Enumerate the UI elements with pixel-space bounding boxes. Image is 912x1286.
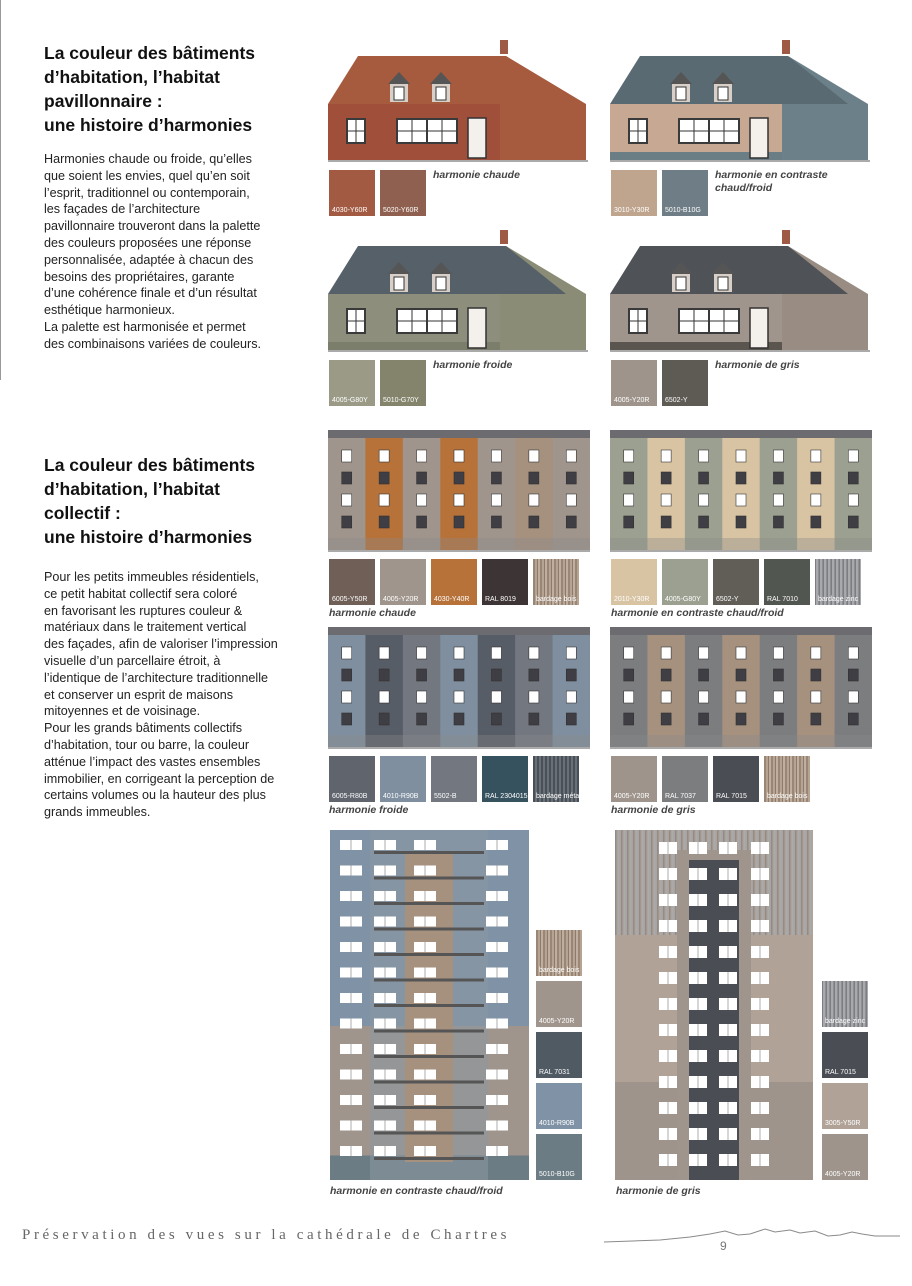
window <box>848 647 858 659</box>
section2-title-line: d’habitation, l’habitat <box>44 479 220 499</box>
dormer-window <box>394 277 404 290</box>
window <box>661 516 671 528</box>
balcony-rail <box>374 1004 484 1007</box>
swatch-code: RAL 7015 <box>716 793 747 800</box>
section1-title-line: une histoire d’harmonies <box>44 115 253 135</box>
window <box>736 647 746 659</box>
window <box>529 494 539 506</box>
window <box>417 713 427 725</box>
window <box>454 494 464 506</box>
window <box>661 713 671 725</box>
color-swatch <box>536 981 582 1027</box>
window <box>529 516 539 528</box>
window <box>624 472 634 484</box>
balcony-rail <box>374 1157 484 1160</box>
window <box>736 713 746 725</box>
color-swatch <box>822 1083 868 1129</box>
balcony-rail <box>374 979 484 982</box>
window <box>417 691 427 703</box>
window <box>773 669 783 681</box>
swatch-code: bardage bois <box>536 596 577 603</box>
window <box>342 669 352 681</box>
window <box>848 450 858 462</box>
window <box>491 713 501 725</box>
dormer-window <box>676 277 686 290</box>
swatch-code: 5010-B10G <box>539 1171 575 1178</box>
window <box>811 516 821 528</box>
window <box>379 713 389 725</box>
window <box>699 450 709 462</box>
window <box>342 691 352 703</box>
color-swatch <box>822 1134 868 1180</box>
dormer-window <box>436 277 446 290</box>
window <box>342 516 352 528</box>
window <box>342 472 352 484</box>
window <box>811 647 821 659</box>
window <box>491 494 501 506</box>
window <box>342 647 352 659</box>
window <box>566 516 576 528</box>
window <box>417 516 427 528</box>
window <box>848 691 858 703</box>
section2-title-line: une histoire d’harmonies <box>44 527 253 547</box>
balcony-rail <box>374 1106 484 1109</box>
swatch-code: bardage bois <box>539 967 580 974</box>
color-swatch <box>536 1083 582 1129</box>
roof-line <box>328 627 590 635</box>
color-swatch <box>482 756 528 802</box>
color-swatch <box>536 1032 582 1078</box>
window <box>661 494 671 506</box>
dormer-window <box>394 87 404 100</box>
window <box>624 691 634 703</box>
color-swatch <box>764 756 810 802</box>
dormer-window <box>718 87 728 100</box>
window <box>736 669 746 681</box>
window <box>624 516 634 528</box>
window <box>661 450 671 462</box>
window <box>773 494 783 506</box>
color-swatch <box>815 559 861 605</box>
ground-floor <box>328 735 590 747</box>
color-swatch <box>536 930 582 976</box>
window <box>454 647 464 659</box>
harmony-label: harmonie froide <box>433 359 513 371</box>
window <box>811 691 821 703</box>
page-edge-rule <box>0 0 1 380</box>
swatch-code: 5010-B10G <box>665 207 701 214</box>
harmony-label: harmonie de gris <box>715 359 800 371</box>
harmony-label: harmonie de gris <box>611 804 696 816</box>
chimney <box>782 230 790 244</box>
window <box>566 713 576 725</box>
window <box>848 472 858 484</box>
color-swatch <box>662 756 708 802</box>
footer-title: Préservation des vues sur la cathédrale de Chartres <box>22 1227 511 1243</box>
window <box>417 472 427 484</box>
swatch-code: bardage zinc <box>825 1018 866 1025</box>
balcony-rail <box>374 953 484 956</box>
house-side-facade <box>500 294 586 350</box>
section1-title-line: pavillonnaire : <box>44 91 163 111</box>
color-swatch <box>611 360 657 406</box>
window <box>624 494 634 506</box>
window <box>811 669 821 681</box>
dormer-window <box>676 87 686 100</box>
color-swatch <box>611 559 657 605</box>
swatch-code: 5010-G70Y <box>383 397 419 404</box>
window <box>848 516 858 528</box>
swatch-code: 6502-Y <box>716 596 739 603</box>
section1-title <box>44 41 255 137</box>
window <box>379 516 389 528</box>
color-swatch <box>329 360 375 406</box>
chimney <box>782 40 790 54</box>
swatch-code: 5502-B <box>434 793 457 800</box>
harmony-label: harmonie en contraste chaud/froid <box>715 169 828 194</box>
window <box>529 691 539 703</box>
swatch-code: 4005-Y20R <box>825 1171 861 1178</box>
section2-title <box>44 453 255 549</box>
ground-floor <box>610 538 872 550</box>
window <box>624 713 634 725</box>
color-swatch <box>764 559 810 605</box>
swatch-code: 4005-Y20R <box>614 793 650 800</box>
window <box>417 669 427 681</box>
window <box>848 669 858 681</box>
window <box>454 516 464 528</box>
house-door <box>468 118 486 158</box>
window <box>454 713 464 725</box>
window <box>773 472 783 484</box>
cathedral-skyline-line <box>600 1222 905 1252</box>
window <box>454 450 464 462</box>
window <box>566 669 576 681</box>
window <box>454 472 464 484</box>
swatch-code: RAL 2304015 <box>485 793 528 800</box>
swatch-code: 3010-Y30R <box>614 207 650 214</box>
window <box>773 647 783 659</box>
swatch-code: RAL 7010 <box>767 596 798 603</box>
dormer-window <box>718 277 728 290</box>
ground-floor <box>610 735 872 747</box>
section2-title-line: collectif : <box>44 503 121 523</box>
window <box>699 669 709 681</box>
window <box>699 713 709 725</box>
window <box>454 669 464 681</box>
color-swatch <box>380 170 426 216</box>
swatch-code: 4005-Y20R <box>614 397 650 404</box>
window <box>699 516 709 528</box>
small-building-drawing <box>610 430 872 552</box>
window <box>699 647 709 659</box>
window <box>529 669 539 681</box>
house-side-facade <box>782 104 868 160</box>
house-door <box>750 118 768 158</box>
balcony-rail <box>374 877 484 880</box>
section1-title-line: d’habitation, l’habitat <box>44 67 220 87</box>
window <box>566 691 576 703</box>
section1-body: Harmonies chaude ou froide, qu’elles que soient les envies, quel qu’en soit l’esprit, traditionnel ou contemporain, les façades de l’architecture pavillonnaire trouveront dans la palette des couleurs proposées une réponse personnalisée, adaptée à chacun des besoins des propriétaires, garante d’une cohérence finale et d’un résultat esthétique harmonieux. La palette est harmonisée et permet des combinaisons variées de couleurs. <box>44 152 262 351</box>
color-swatch <box>533 756 579 802</box>
window <box>773 516 783 528</box>
window <box>624 669 634 681</box>
window <box>379 691 389 703</box>
window <box>566 494 576 506</box>
tower-drawing <box>330 830 529 1180</box>
swatch-code: 4010-R90B <box>539 1120 575 1127</box>
swatch-code: 4005-Y20R <box>383 596 419 603</box>
window <box>661 647 671 659</box>
balcony-rail <box>374 902 484 905</box>
window <box>699 691 709 703</box>
window <box>491 516 501 528</box>
color-swatch <box>713 756 759 802</box>
swatch-code: 4030-Y60R <box>332 207 368 214</box>
house-door <box>468 308 486 348</box>
color-swatch <box>662 170 708 216</box>
color-swatch <box>380 756 426 802</box>
window <box>342 450 352 462</box>
window <box>699 494 709 506</box>
window <box>379 669 389 681</box>
harmony-label: harmonie en contraste chaud/froid <box>330 1185 503 1197</box>
color-swatch <box>822 1032 868 1078</box>
section2-body: Pour les petits immeubles résidentiels, ce petit habitat collectif sera coloré en favorisant les ruptures couleur & matériaux dans le traitement vertical des façades, afin de valoriser l’impression visuelle d’un parcellaire étroit, à l’identique de l’architecture traditionnelle et conserver un esprit de maisons mitoyennes et de voisinage. Pour les grands bâtiments collectifs d’habitation, tour ou barre, la couleur atténue l’impact des vastes ensembles immobilier, en corrigeant la perception de certains volumes ou la hauteur des plus grands immeubles. <box>44 570 278 820</box>
window <box>811 450 821 462</box>
window <box>848 713 858 725</box>
window <box>566 450 576 462</box>
window <box>379 494 389 506</box>
dormer-window <box>436 87 446 100</box>
window <box>736 494 746 506</box>
balcony-rail <box>374 851 484 854</box>
window <box>811 472 821 484</box>
swatch-code: 6502-Y <box>665 397 688 404</box>
chimney <box>500 40 508 54</box>
swatch-code: 4005-Y20R <box>539 1018 575 1025</box>
window <box>624 647 634 659</box>
window <box>736 516 746 528</box>
harmony-label: harmonie froide <box>329 804 409 816</box>
swatch-code: bardage bois <box>767 793 808 800</box>
window <box>491 691 501 703</box>
window <box>566 472 576 484</box>
color-swatch <box>482 559 528 605</box>
window <box>811 494 821 506</box>
balcony-rail <box>374 1081 484 1084</box>
harmony-label: harmonie chaude <box>329 607 416 619</box>
window <box>529 472 539 484</box>
tower-drawing <box>615 830 813 1180</box>
color-swatch <box>380 360 426 406</box>
window <box>417 450 427 462</box>
window <box>417 647 427 659</box>
color-swatch <box>611 756 657 802</box>
swatch-code: 6005-Y50R <box>332 596 368 603</box>
roof-line <box>610 430 872 438</box>
window <box>661 472 671 484</box>
house-side-facade <box>782 294 868 350</box>
house-drawing <box>328 38 588 164</box>
window <box>529 450 539 462</box>
roof-line <box>328 430 590 438</box>
harmony-label: harmonie de gris <box>616 1185 701 1197</box>
window <box>342 713 352 725</box>
window <box>379 472 389 484</box>
window <box>661 691 671 703</box>
house-drawing <box>610 38 870 164</box>
swatch-code: 4005-G80Y <box>665 596 701 603</box>
house-drawing <box>328 228 588 354</box>
window <box>529 647 539 659</box>
ground-floor <box>328 538 590 550</box>
house-drawing <box>610 228 870 354</box>
color-swatch <box>329 559 375 605</box>
swatch-code: RAL 7037 <box>665 793 696 800</box>
window <box>811 713 821 725</box>
section2-title-line: La couleur des bâtiments <box>44 455 256 475</box>
chimney <box>500 230 508 244</box>
color-swatch <box>380 559 426 605</box>
color-swatch <box>329 170 375 216</box>
color-swatch <box>611 170 657 216</box>
swatch-code: RAL 7031 <box>539 1069 570 1076</box>
window <box>417 494 427 506</box>
swatch-code: RAL 7015 <box>825 1069 856 1076</box>
swatch-code: 4010-R90B <box>383 793 419 800</box>
window <box>491 472 501 484</box>
window <box>848 494 858 506</box>
small-building-drawing <box>610 627 872 749</box>
swatch-code: bardage métal <box>536 793 581 800</box>
color-swatch <box>822 981 868 1027</box>
harmony-label: harmonie chaude <box>433 169 520 181</box>
color-swatch <box>329 756 375 802</box>
window <box>529 713 539 725</box>
house-door <box>750 308 768 348</box>
balcony-rail <box>374 928 484 931</box>
window <box>736 450 746 462</box>
window <box>736 472 746 484</box>
swatch-code: 5020-Y60R <box>383 207 419 214</box>
color-swatch <box>533 559 579 605</box>
window <box>379 647 389 659</box>
color-swatch <box>713 559 759 605</box>
swatch-code: 4005-G80Y <box>332 397 368 404</box>
window <box>342 494 352 506</box>
balcony-rail <box>374 1055 484 1058</box>
house-side-facade <box>500 104 586 160</box>
window <box>454 691 464 703</box>
page-number: 9 <box>720 1239 727 1253</box>
swatch-code: 4030-Y40R <box>434 596 470 603</box>
window <box>736 691 746 703</box>
roof-line <box>610 627 872 635</box>
small-building-drawing <box>328 430 590 552</box>
balcony-rail <box>374 1030 484 1033</box>
window <box>661 669 671 681</box>
window <box>699 472 709 484</box>
color-swatch <box>431 559 477 605</box>
small-building-drawing <box>328 627 590 749</box>
swatch-code: 6005-R80B <box>332 793 368 800</box>
color-swatch <box>536 1134 582 1180</box>
window <box>491 669 501 681</box>
swatch-code: 3005-Y50R <box>825 1120 861 1127</box>
swatch-code: RAL 8019 <box>485 596 516 603</box>
window <box>773 450 783 462</box>
window <box>491 647 501 659</box>
color-swatch <box>662 559 708 605</box>
window <box>624 450 634 462</box>
color-swatch <box>431 756 477 802</box>
color-swatch <box>662 360 708 406</box>
window <box>379 450 389 462</box>
window <box>773 713 783 725</box>
window <box>773 691 783 703</box>
balcony-rail <box>374 1132 484 1135</box>
swatch-code: bardage zinc <box>818 596 859 603</box>
window <box>566 647 576 659</box>
window <box>491 450 501 462</box>
harmony-label: harmonie en contraste chaud/froid <box>611 607 784 619</box>
section1-title-line: La couleur des bâtiments <box>44 43 256 63</box>
swatch-code: 2010-Y30R <box>614 596 650 603</box>
